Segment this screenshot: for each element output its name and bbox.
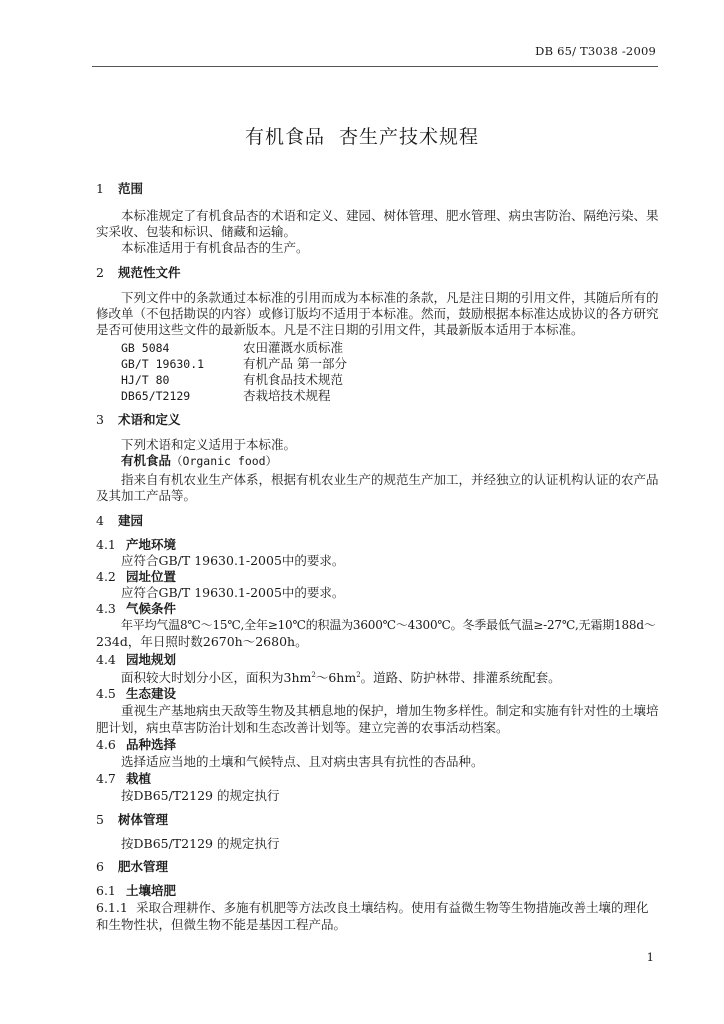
term-definition-line-2: 及其加工产品等。	[96, 488, 197, 503]
section-4-5-heading: 4.5 生态建设	[96, 686, 177, 701]
section-4-1-heading: 4.1 产地环境	[96, 537, 177, 552]
section-2-para-line-3: 是否可使用这些文件的最新版本。凡是不注日期的引用文件，其最新版本适用于本标准。	[96, 322, 584, 337]
section-4-2-text: 应符合GB/T 19630.1-2005中的要求。	[121, 585, 345, 600]
header-rule	[92, 66, 658, 67]
term-en: （Organic food）	[171, 454, 278, 468]
term-definition-line-1: 指来自有机农业生产体系，根据有机农业生产的规范生产加工，并经独立的认证机构认证的农产品	[121, 472, 659, 487]
term-cn: 有机食品	[121, 453, 172, 468]
standard-number: DB 65/ T3038 -2009	[535, 44, 656, 58]
section-1-para-2: 本标准适用于有机食品杏的生产。	[121, 240, 309, 255]
section-2-para-line-2: 修改单（不包括勘误的内容）或修订版均不适用于本标准。然而，鼓励根据本标准达成协议的各方研究	[96, 306, 659, 321]
section-4-4-heading: 4.4 园地规划	[96, 652, 177, 667]
section-6-1-heading: 6.1 土壤培肥	[96, 883, 177, 898]
section-2-para-line-1: 下列文件中的条款通过本标准的引用而成为本标准的条款，凡是注日期的引用文件，其随后所有的	[121, 290, 659, 305]
section-4-7-text: 按DB65/T2129 的规定执行	[121, 788, 280, 803]
section-4-3-line-2: 234d，年日照时数2670h～2680h。	[96, 634, 308, 649]
reference-item: HJ/T 80 有机食品技术规范	[121, 372, 344, 387]
section-4-3-heading: 4.3 气候条件	[96, 601, 177, 616]
section-4-6-heading: 4.6 品种选择	[96, 737, 177, 752]
title-part-1: 有机食品	[244, 126, 325, 148]
title-part-2: 杏生产技术规程	[339, 126, 480, 148]
document-title	[0, 122, 724, 149]
section-4-5-line-2: 肥计划，病虫草害防治计划和生态改善计划等。建立完善的农事活动档案。	[96, 720, 509, 735]
section-4-4-text: 面积较大时划分小区，面积为$3hm^2\sim 6hm^2$。道路、防护林带、排灌系统配套。	[121, 670, 561, 686]
section-4-6-text: 选择适应当地的土壤和气候特点、且对病虫害具有抗性的杏品种。	[121, 754, 484, 769]
section-3-para: 下列术语和定义适用于本标准。	[121, 437, 297, 452]
section-4-5-line-1: 重视生产基地病虫天敌等生物及其栖息地的保护，增加生物多样性。制定和实施有针对性的土壤培	[121, 703, 659, 718]
section-1-para-line-2: 实采收、包装和标识、储藏和运输。	[96, 224, 297, 239]
section-6-1-1-line-2: 和生物性状，但微生物不能是基因工程产品。	[96, 917, 347, 932]
section-4-heading: 4 建园	[96, 513, 144, 528]
reference-item: GB 5084 农田灌溉水质标准	[121, 340, 344, 355]
section-1-heading: 1 范围	[96, 181, 144, 196]
section-1-para-line-1: 本标准规定了有机食品杏的术语和定义、建园、树体管理、肥水管理、病虫害防治、隔绝污染、果	[121, 208, 659, 223]
section-5-text: 按DB65/T2129 的规定执行	[121, 836, 280, 851]
section-4-3-line-1: 年平均气温8℃～15℃,全年≥10℃的积温为3600℃～4300℃。冬季最低气温≥-27℃,无霜期188d～	[121, 618, 656, 632]
section-6-1-1-line-1: 6.1.1 采取合理耕作、多施有机肥等方法改良土壤结构。使用有益微生物等生物措施改善土壤的理化	[96, 900, 649, 915]
reference-item: GB/T 19630.1 有机产品 第一部分	[121, 356, 347, 371]
term-heading	[121, 453, 662, 469]
section-4-2-heading: 4.2 园址位置	[96, 569, 177, 584]
section-4-1-text: 应符合GB/T 19630.1-2005中的要求。	[121, 553, 345, 568]
page-number: 1	[646, 950, 654, 964]
section-5-heading: 5 树体管理	[96, 812, 169, 827]
section-4-7-heading: 4.7 栽植	[96, 771, 152, 786]
section-6-heading: 6 肥水管理	[96, 859, 169, 874]
section-3-heading: 3 术语和定义	[96, 412, 181, 427]
section-2-heading: 2 规范性文件	[96, 265, 181, 280]
reference-item: DB65/T2129 杏栽培技术规程	[121, 388, 331, 403]
